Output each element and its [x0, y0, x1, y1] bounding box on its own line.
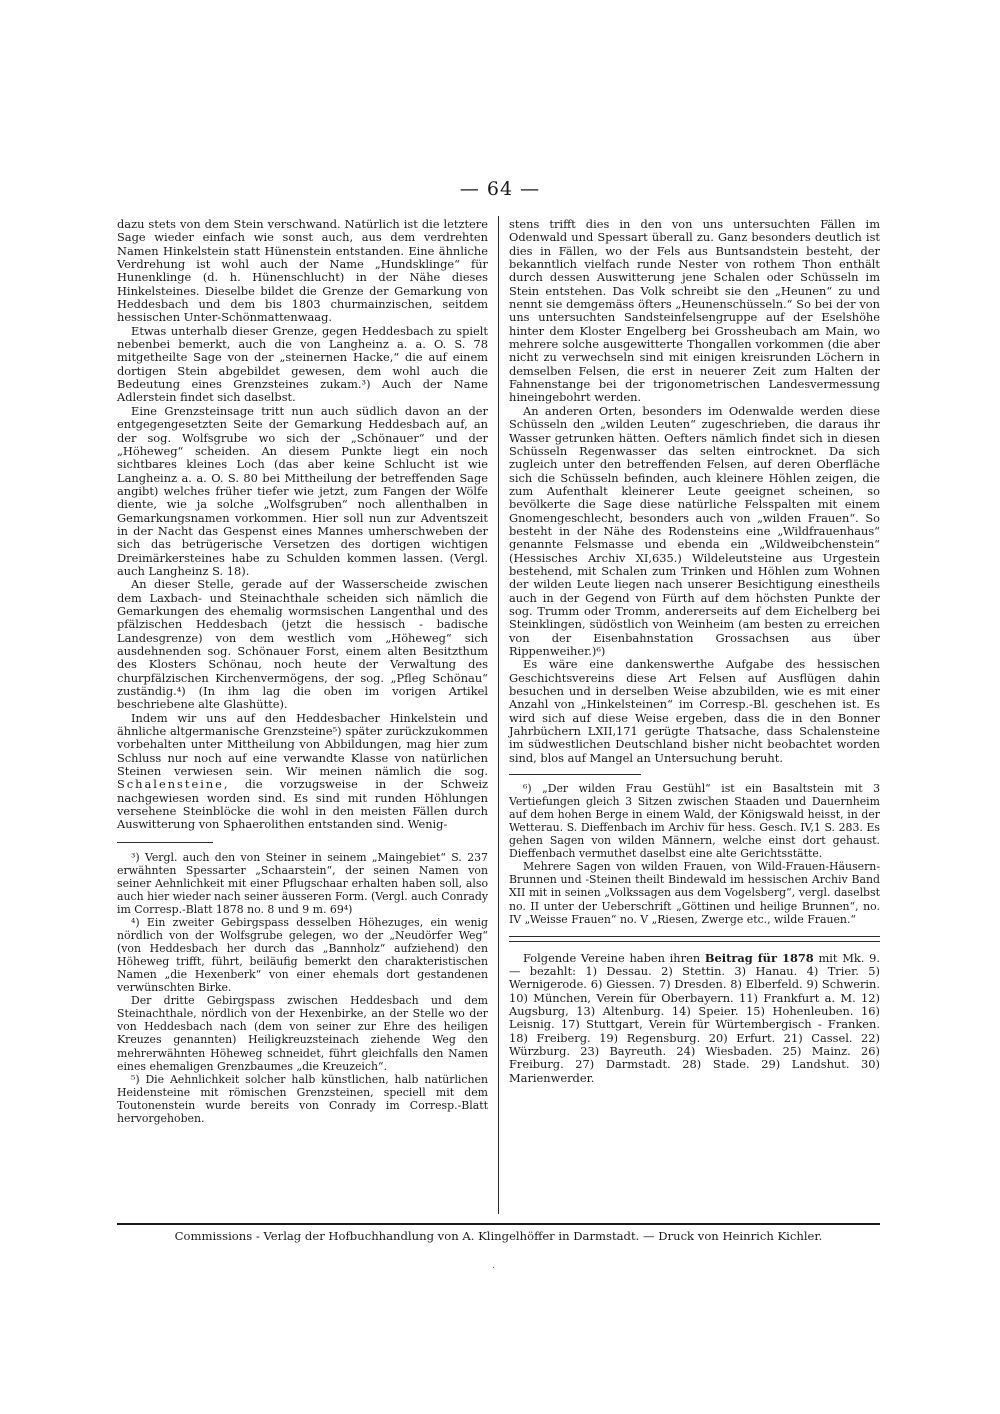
footnote: ⁶) „Der wilden Frau Gestühl“ ist ein Basaltstein mit 3 Vertiefungen gleich 3 Sitzen zwischen Staaden und Dauernheim auf dem hohen Berge in einem Wald, der Königswald heisst, in der Wetterau. S. Dieffenbach im Archiv für hess. Gesch. IV,1 S. 283. Es gehen Sagen von wilden Männern, welche einst dort gehaust. Dieffenbach vermuthet daselbst eine alte Gerichtsstätte. — [509, 782, 880, 861]
notice-intro: Folgende Vereine haben ihren — [523, 950, 701, 965]
footnote-divider — [117, 842, 213, 843]
right-column — [509, 218, 880, 1085]
footnote: Mehrere Sagen von wilden Frauen, von Wild-Frauen-Häusern-Brunnen und -Steinen theilt Bindewald im hessischen Archiv Band XII mit in seinen „Volkssagen aus dem Vogelsberg“, vergl. daselbst no. II unter der Ueberschrift „Göttinen und heilige Brunnen“, no. IV „Weisse Frauen“ no. V „Riesen, Zwerge etc., wilde Frauen.“ — [509, 860, 880, 926]
notice-emphasis: Beitrag für 1878 — [704, 950, 814, 965]
emphasized-term: Schalensteine — [117, 777, 224, 792]
footnote: ⁵) Die Aehnlichkeit solcher halb künstlichen, halb natürlichen Heidensteine mit römischen Grenzsteinen, speciell mit dem Toutonenstein wurde bereits von Conrady im Corresp.-Blatt hervorgehoben. — [117, 1072, 488, 1125]
notice-list: mit Mk. 9. — bezahlt: 1) Dessau. 2) Stettin. 3) Hanau. 4) Trier. 5) Wernigerode. 6) Giessen. 7) Dresden. 8) Elberfeld. 9) Schwerin. 10) München, Verein für Oberbayern. 11) Frankfurt a. M. 12) Augsburg, 13) Altenburg. 14) Speier. 15) Hohenleuben. 16) Leisnig. 17) Stuttgart, Verein für Würtembergisch - Franken. 18) Freiberg. 19) Regensburg. 20) Erfurt. 21) Cassel. 22) Würzburg. 23) Bayreuth. 24) Wiesbaden. 25) Mainz. 26) Freiburg. 27) Darmstadt. 28) Stade. 29) Landshut. 30) Marienwerder. — [509, 950, 880, 1085]
paragraph-text: , die vorzugsweise in der Schweiz nachgewiesen worden sind. Es sind mit runden Höhlungen versehene Steinblöcke die wohl in den meisten Fällen durch Auswitterung von Sphaerolithen entstanden sind. Wenig- — [117, 777, 488, 832]
footnote: Der dritte Gebirgspass zwischen Heddesbach und dem Steinachthale, nördlich von der Hexenbirke, an der Stelle wo der von Heddesbach nach (dem von seiner zur Ehre des heiligen Kreuzes genannten) Heiligkreuzsteinach ziehende Weg den mehrerwähnten Höheweg schneidet, führt gleichfalls den Namen eines ehemaligen Grenzbaumes „die Kreuzeich“. — [117, 994, 488, 1073]
paragraph: Etwas unterhalb dieser Grenze, gegen Heddesbach zu spielt nebenbei bemerkt, auch die von Langheinz a. a. O. S. 78 mitgetheilte Sage von der „steinernen Hacke,“ die auf einem dortigen Stein abgebildet gewesen, dem wohl auch die Bedeutung eines Grenzsteines zukam.³) Auch der Name Adlerstein findet sich daselbst. — [117, 323, 488, 405]
left-column — [117, 218, 488, 1125]
paragraph: Eine Grenzsteinsage tritt nun auch südlich davon an der entgegengesetzten Seite der Gemarkung Heddesbach auf, an der sog. Wolfsgrube wo sich der „Schönauer“ und der „Höheweg“ scheiden. An diesem Punkte liegt ein noch sichtbares kleines Loch (das aber keine Schlucht ist wie Langheinz a. a. O. S. 80 bei Mittheilung der betreffenden Sage angibt) welches früher tiefer wie jetzt, zum Fangen der Wölfe diente, wie ja solche „Wolfsgruben“ noch allenthalben in Gemarkungsnamen vorkommen. Hier soll nun zur Adventszeit in der Nacht das Gespenst eines Mannes umherschweben der sich das betrügerische Versetzen des dortigen wichtigen Dreimärkersteines habe zu Schulden kommen lassen. (Vergl. auch Langheinz S. 18). — [117, 403, 488, 578]
footer-rule — [117, 1223, 880, 1225]
paragraph: Es wäre eine dankenswerthe Aufgabe des hessischen Geschichtsvereins diese Art Felsen auf Ausflügen dahin besuchen und in derselben Weise abzubilden, wie es mit einer Anzahl von „Hinkelsteinen“ im Corresp.-Bl. geschehen ist. Es wird sich auf diese Weise ergeben, dass die in den Bonner Jahrbüchern LXII,171 gerügte Thatsache, dass Schalensteine im südwestlichen Deutschland bisher nicht beobachtet worden sind, blos auf Mangel an Untersuchung beruht. — [509, 657, 880, 765]
page-number: — 64 — — [459, 178, 541, 200]
footnote: ⁴) Ein zweiter Gebirgspass desselben Höhezuges, ein wenig nördlich von der Wolfsgrube gelegen, wo der „Neudörfer Weg“ (von Heddesbach her durch das „Bannholz“ aufziehend) den Höheweg trifft, führt, beiläufig bemerkt den charakteristischen Namen „die Hexenberk“ von einer ehemals dort gestandenen verwünschten Birke. — [117, 916, 488, 995]
paragraph — [117, 712, 488, 832]
paragraph: An dieser Stelle, gerade auf der Wasserscheide zwischen dem Laxbach- und Steinachthale scheiden sich nämlich die Gemarkungen des ehemalig wormsischen Langenthal und des pfälzischen Heddesbach (jetzt die hessisch - badische Landesgrenze) von dem westlich vom „Höheweg“ sich ausdehnenden sog. Schönauer Forst, einem alten Besitzthum des Klosters Schönau, noch heute der Verwaltung des churpfälzischen Kirchenvermögens, der sog. „Pfleg Schönau“ zuständig.⁴) (In ihm lag die oben im vorigen Artikel beschriebene alte Glashütte). — [117, 577, 488, 712]
paragraph: dazu stets von dem Stein verschwand. Natürlich ist die letztere Sage wieder einfach wie sonst auch, aus dem verdrehten Namen Hinkelstein statt Hünenstein entstanden. Eine ähnliche Verdrehung ist wohl auch der Name „Hundsklinge“ für Hunenklinge (d. h. Hünenschlucht) in der Nähe dieses Hinkelsteines. Dieselbe bildet die Grenze der Gemarkung von Heddesbach und dem bis 1803 churmainzischen, seitdem hessischen Unter-Schönmattenwaag. — [117, 217, 488, 325]
publisher-imprint: Commissions - Verlag der Hofbuchhandlung von A. Klingelhöffer in Darmstadt. — Druck von Heinrich Kichler. — [174, 1229, 823, 1243]
footnote-divider — [509, 774, 641, 775]
paragraph: stens trifft dies in den von uns untersuchten Fällen im Odenwald und Spessart überall zu. Ganz besonders deutlich ist dies in Fällen, wo der Fels aus Buntsandstein besteht, der bekanntlich vielfach runde Nester von rothem Thon enthält durch dessen Auswitterung jene Schalen oder Schüsseln im Stein entstehen. Das Volk schreibt sie den „Heunen“ zu und nennt sie demgemäss öfters „Heunenschüsseln.“ So bei der von uns untersuchten Sandsteinfelsengruppe auf der Eselshöhe hinter dem Kloster Engelberg bei Grossheubach am Main, wo mehrere solche ausgewitterte Thongallen vorkommen (die aber nicht zu verwechseln sind mit einigen kreisrunden Löchern in demselben Felsen, die erst in neuerer Zeit zum Halten der Fahnenstange bei der trigonometrischen Landesvermessung hineingebohrt werden. — [509, 217, 880, 405]
footnote: ³) Vergl. auch den von Steiner in seinem „Maingebiet“ S. 237 erwähnten Spessarter „Schaarstein“, der seinen Namen von seiner Aehnlichkeit mit einer Pflugschaar erhalten haben soll, also auch hier wieder nach seiner äusseren Form. (Vergl. auch Conrady im Corresp.-Blatt 1878 no. 8 und 9 m. 69⁴) — [117, 850, 488, 916]
column-divider — [498, 216, 499, 1214]
section-divider — [509, 936, 880, 942]
membership-notice — [509, 952, 880, 1085]
paragraph: An anderen Orten, besonders im Odenwalde werden diese Schüsseln den „wilden Leuten“ zugeschrieben, die daraus ihr Wasser getrunken hätten. Oefters nämlich findet sich in diesen Schüsseln Regenwasser das selten eintrocknet. Da sich zugleich unter den betreffenden Felsen, auf deren Oberfläche sich die Schüsseln befinden, auch kleinere Höhlen zeigen, die zum Aufenthalt kleinerer Leute geeignet scheinen, so bevölkerte die Sage diese natürliche Felsspalten mit einem Gnomengeschlecht, besonders auch von „wilden Frauen“. So besteht in der Nähe des Rodensteins eine „Wildfrauenhaus“ genannte Felsmasse und ebenda ein „Wildweibchenstein“ (Hessisches Archiv XI,635.) Wildeleutsteine aus Urgestein bestehend, mit Schalen zum Trinken und Höhlen zum Wohnen der wilden Leute liegen nach unserer Besichtigung einestheils auch in der Gegend von Fürth auf dem höchsten Punkte der sog. Trumm oder Tromm, andererseits auf dem Eichelberg bei Steinklingen, südöstlich von Weinheim (am besten zu erreichen von der Eisenbahnstation Grossachsen aus über Rippenweiher.)⁶) — [509, 403, 880, 658]
stray-mark: . — [492, 1261, 495, 1271]
paragraph-text: Indem wir uns auf den Heddesbacher Hinkelstein und ähnliche altgermanische Grenzsteine⁵) später zurückzukommen vorbehalten unter Mittheilung von Abbildungen, mag hier zum Schluss nur noch auf eine verwandte Klasse von natürlichen Steinen verwiesen sein. Wir meinen nämlich die sog. — [117, 710, 488, 779]
